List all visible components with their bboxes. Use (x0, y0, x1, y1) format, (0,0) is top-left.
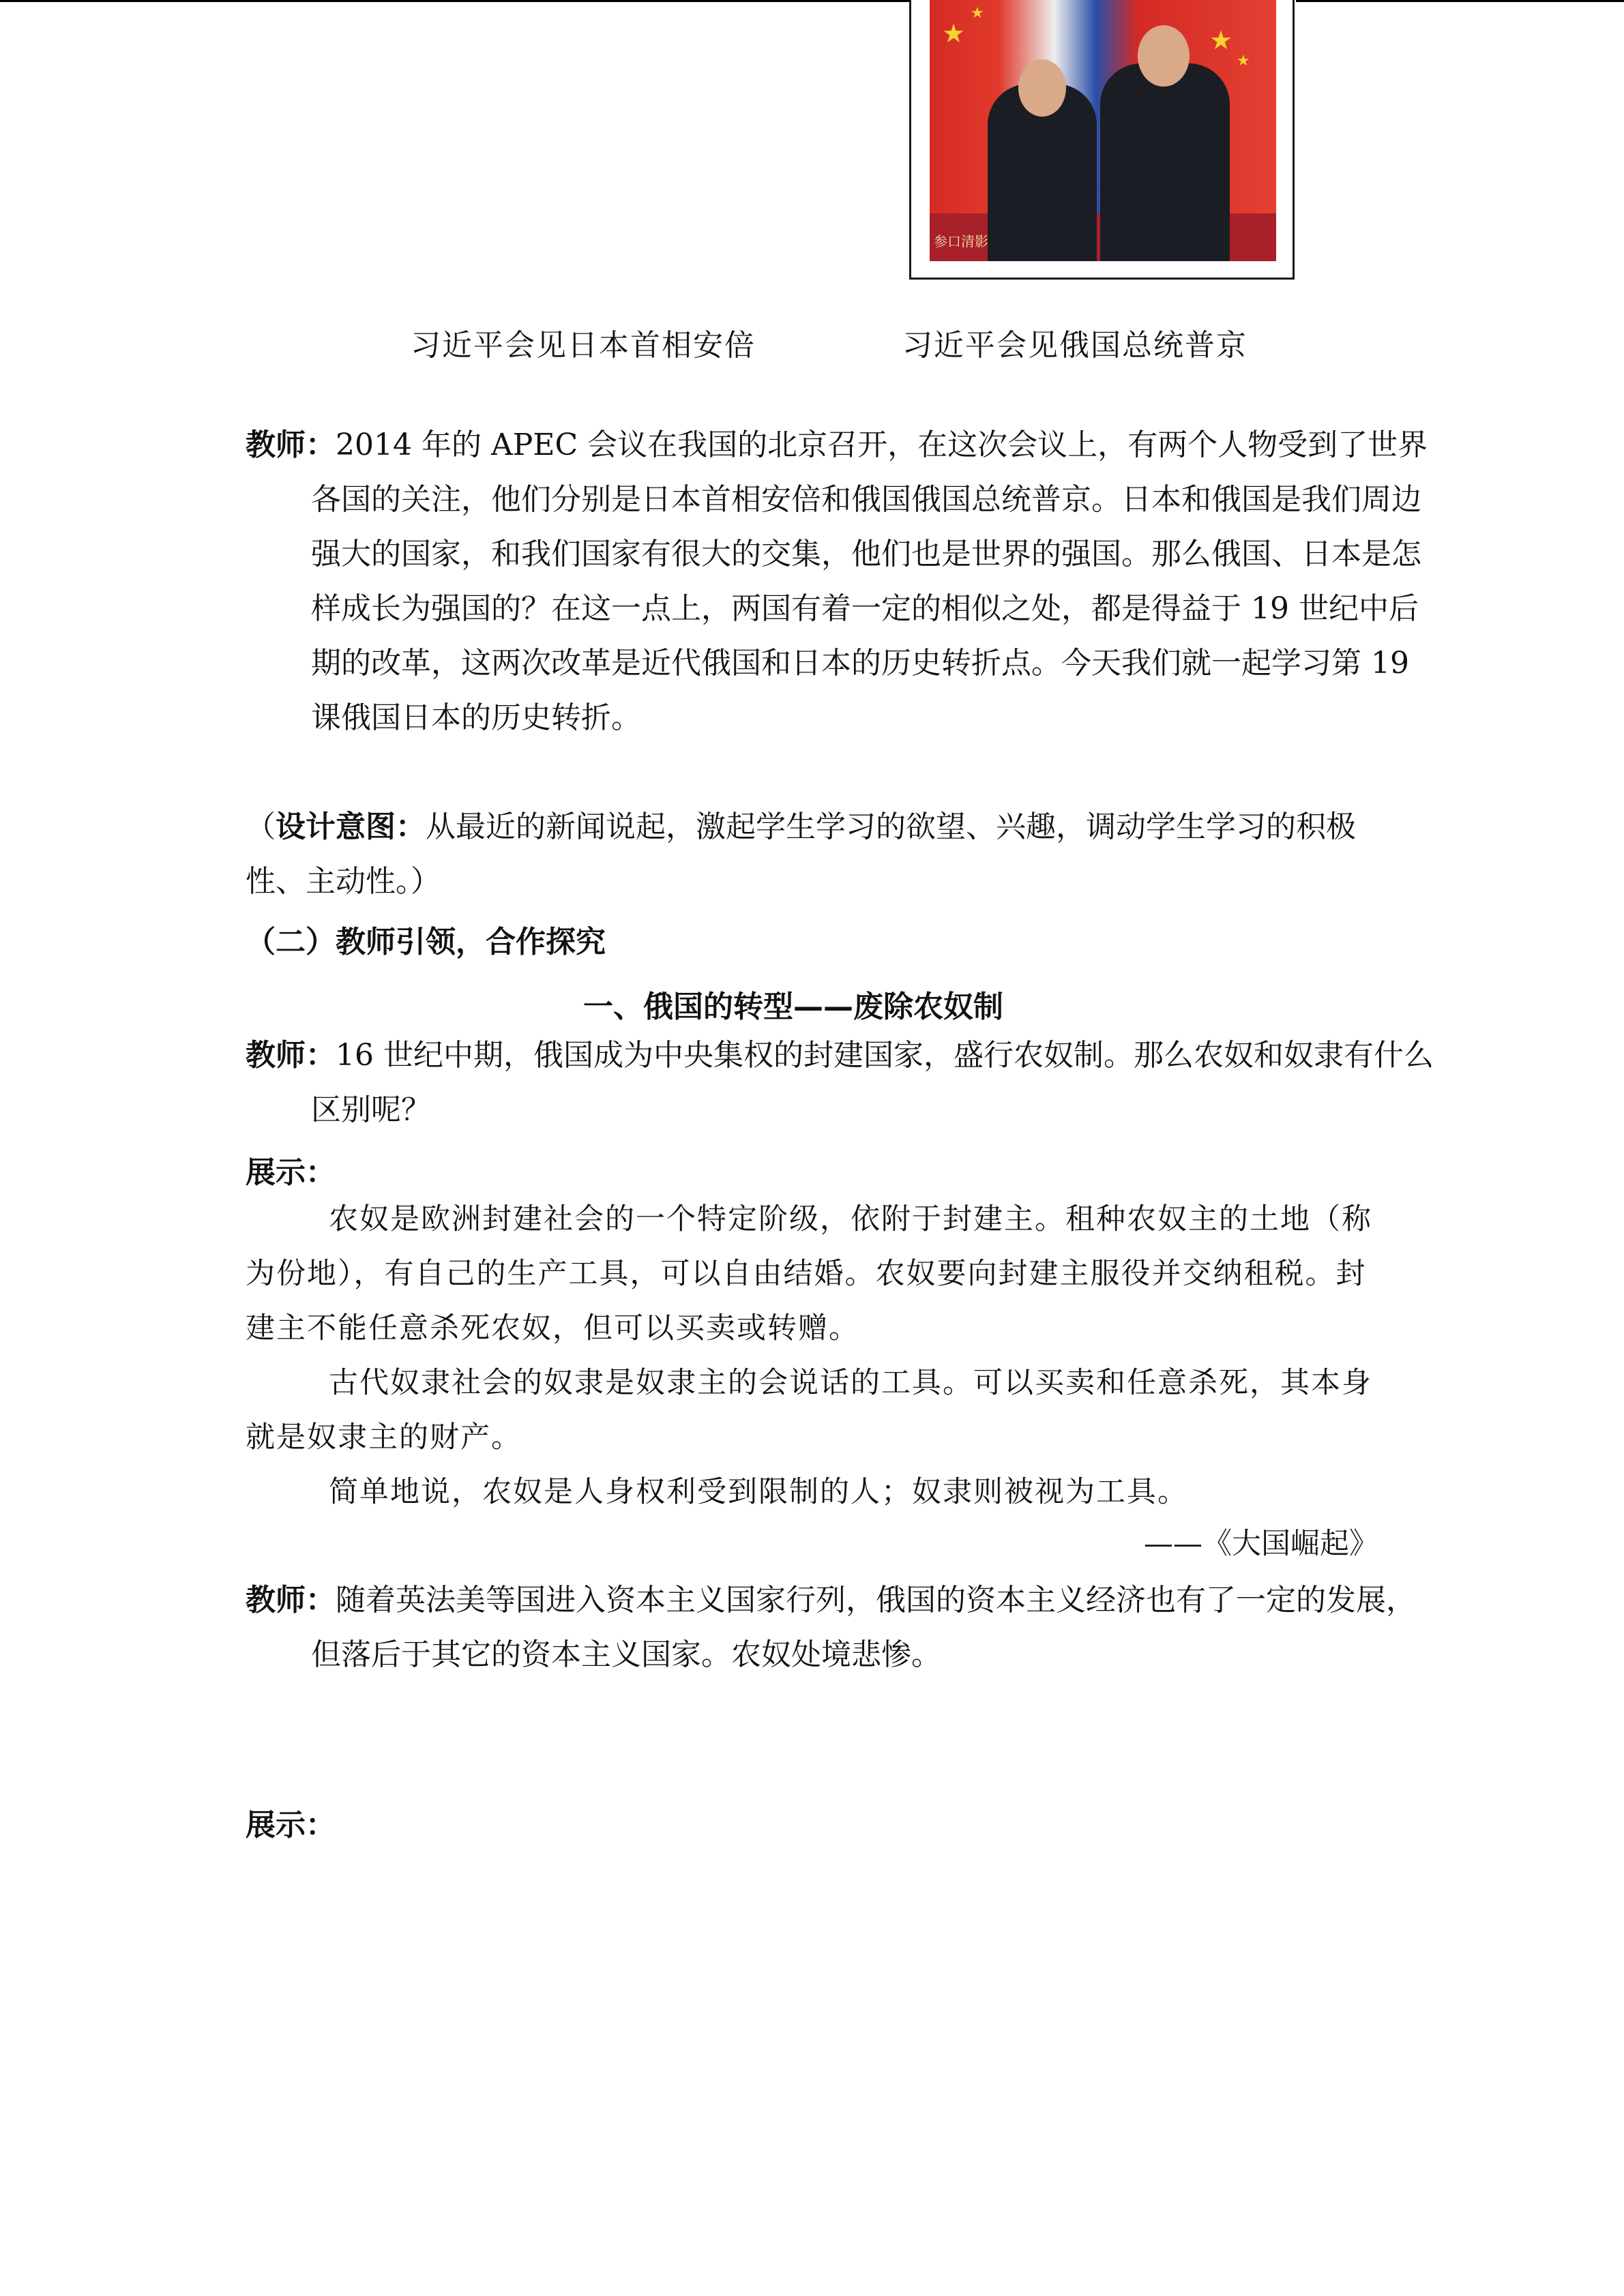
design-intent (246, 800, 1378, 909)
design-intent-label: 设计意图： (276, 809, 426, 844)
speaker-label: 教师： (246, 428, 336, 462)
design-intent-text: 从最近的新闻说起，激起学生学习的欲望、兴趣，调动学生学习的积极性、主动性。） (246, 809, 1356, 899)
quote-block (246, 1192, 1378, 1519)
flag-star-icon: ★ (942, 18, 966, 48)
flag-star-icon: ★ (1209, 25, 1233, 55)
quote-paragraph: 古代奴隶社会的奴隶是奴隶主的会说话的工具。可以买卖和任意杀死，其本身就是奴隶主的财产。 (246, 1366, 1372, 1455)
paragraph-text: 2014 年的 APEC 会议在我国的北京召开，在这次会议上，有两个人物受到了世界各国的关注，他们分别是日本首相安倍和俄国俄国总统普京。日本和俄国是我们周边强大的国家，和我们国家有很大的交集，他们也是世界的强国。那么俄国、日本是怎样成长为强国的？在这一点上，两国有着一定的相似之处，都是得益于 19 世纪中后期的改革，这两次改革是近代俄国和日本的历史转折点。今天我们就一起学习第 19 课俄国日本的历史转折。 (311, 428, 1428, 735)
speaker-label: 教师： (246, 1038, 336, 1073)
paragraph-text: 16 世纪中期，俄国成为中央集权的封建国家，盛行农奴制。那么农奴和奴隶有什么区别呢？ (311, 1038, 1434, 1127)
flag-star-icon: ★ (1237, 53, 1250, 70)
teacher-paragraph-1 (246, 418, 1443, 745)
subsection-heading: 一、俄国的转型——废除农奴制 (583, 989, 1003, 1024)
quote-paragraph: 简单地说，农奴是人身权利受到限制的人；奴隶则被视为工具。 (329, 1475, 1188, 1509)
speaker-label: 教师： (246, 1583, 336, 1617)
caption-left: 习近平会见日本首相安倍 (411, 328, 756, 363)
show-label: 展示： (246, 1808, 336, 1843)
paragraph-text: 随着英法美等国进入资本主义国家行列，俄国的资本主义经济也有了一定的发展，但落后于其它的资本主义国家。农奴处境悲惨。 (311, 1583, 1416, 1672)
quote-source: ——《大国崛起》 (1144, 1527, 1378, 1561)
person-right (1100, 63, 1230, 261)
caption-right: 习近平会见俄国总统普京 (902, 328, 1247, 363)
teacher-paragraph-2 (246, 1028, 1443, 1137)
open-paren: （ (246, 809, 276, 844)
photo-stamp: 参口清影 (934, 233, 988, 250)
quote-paragraph: 农奴是欧洲封建社会的一个特定阶级，依附于封建主。租种农奴主的土地（称为份地），有自己的生产工具，可以自由结婚。农奴要向封建主服役并交纳租税。封建主不能任意杀死农奴，但可以买卖或转赠。 (246, 1202, 1372, 1345)
page-top-rule-right (1296, 0, 1624, 2)
person-left-head (1018, 59, 1066, 117)
teacher-paragraph-3 (246, 1573, 1443, 1682)
section-heading: （二）教师引领，合作探究 (246, 925, 606, 959)
photo-putin-xi-handshake (930, 0, 1276, 261)
page-top-rule (0, 0, 914, 2)
show-label: 展示： (246, 1155, 336, 1190)
flag-star-icon: ★ (971, 5, 984, 22)
person-right-head (1138, 25, 1190, 87)
photo-frame (909, 0, 1295, 280)
